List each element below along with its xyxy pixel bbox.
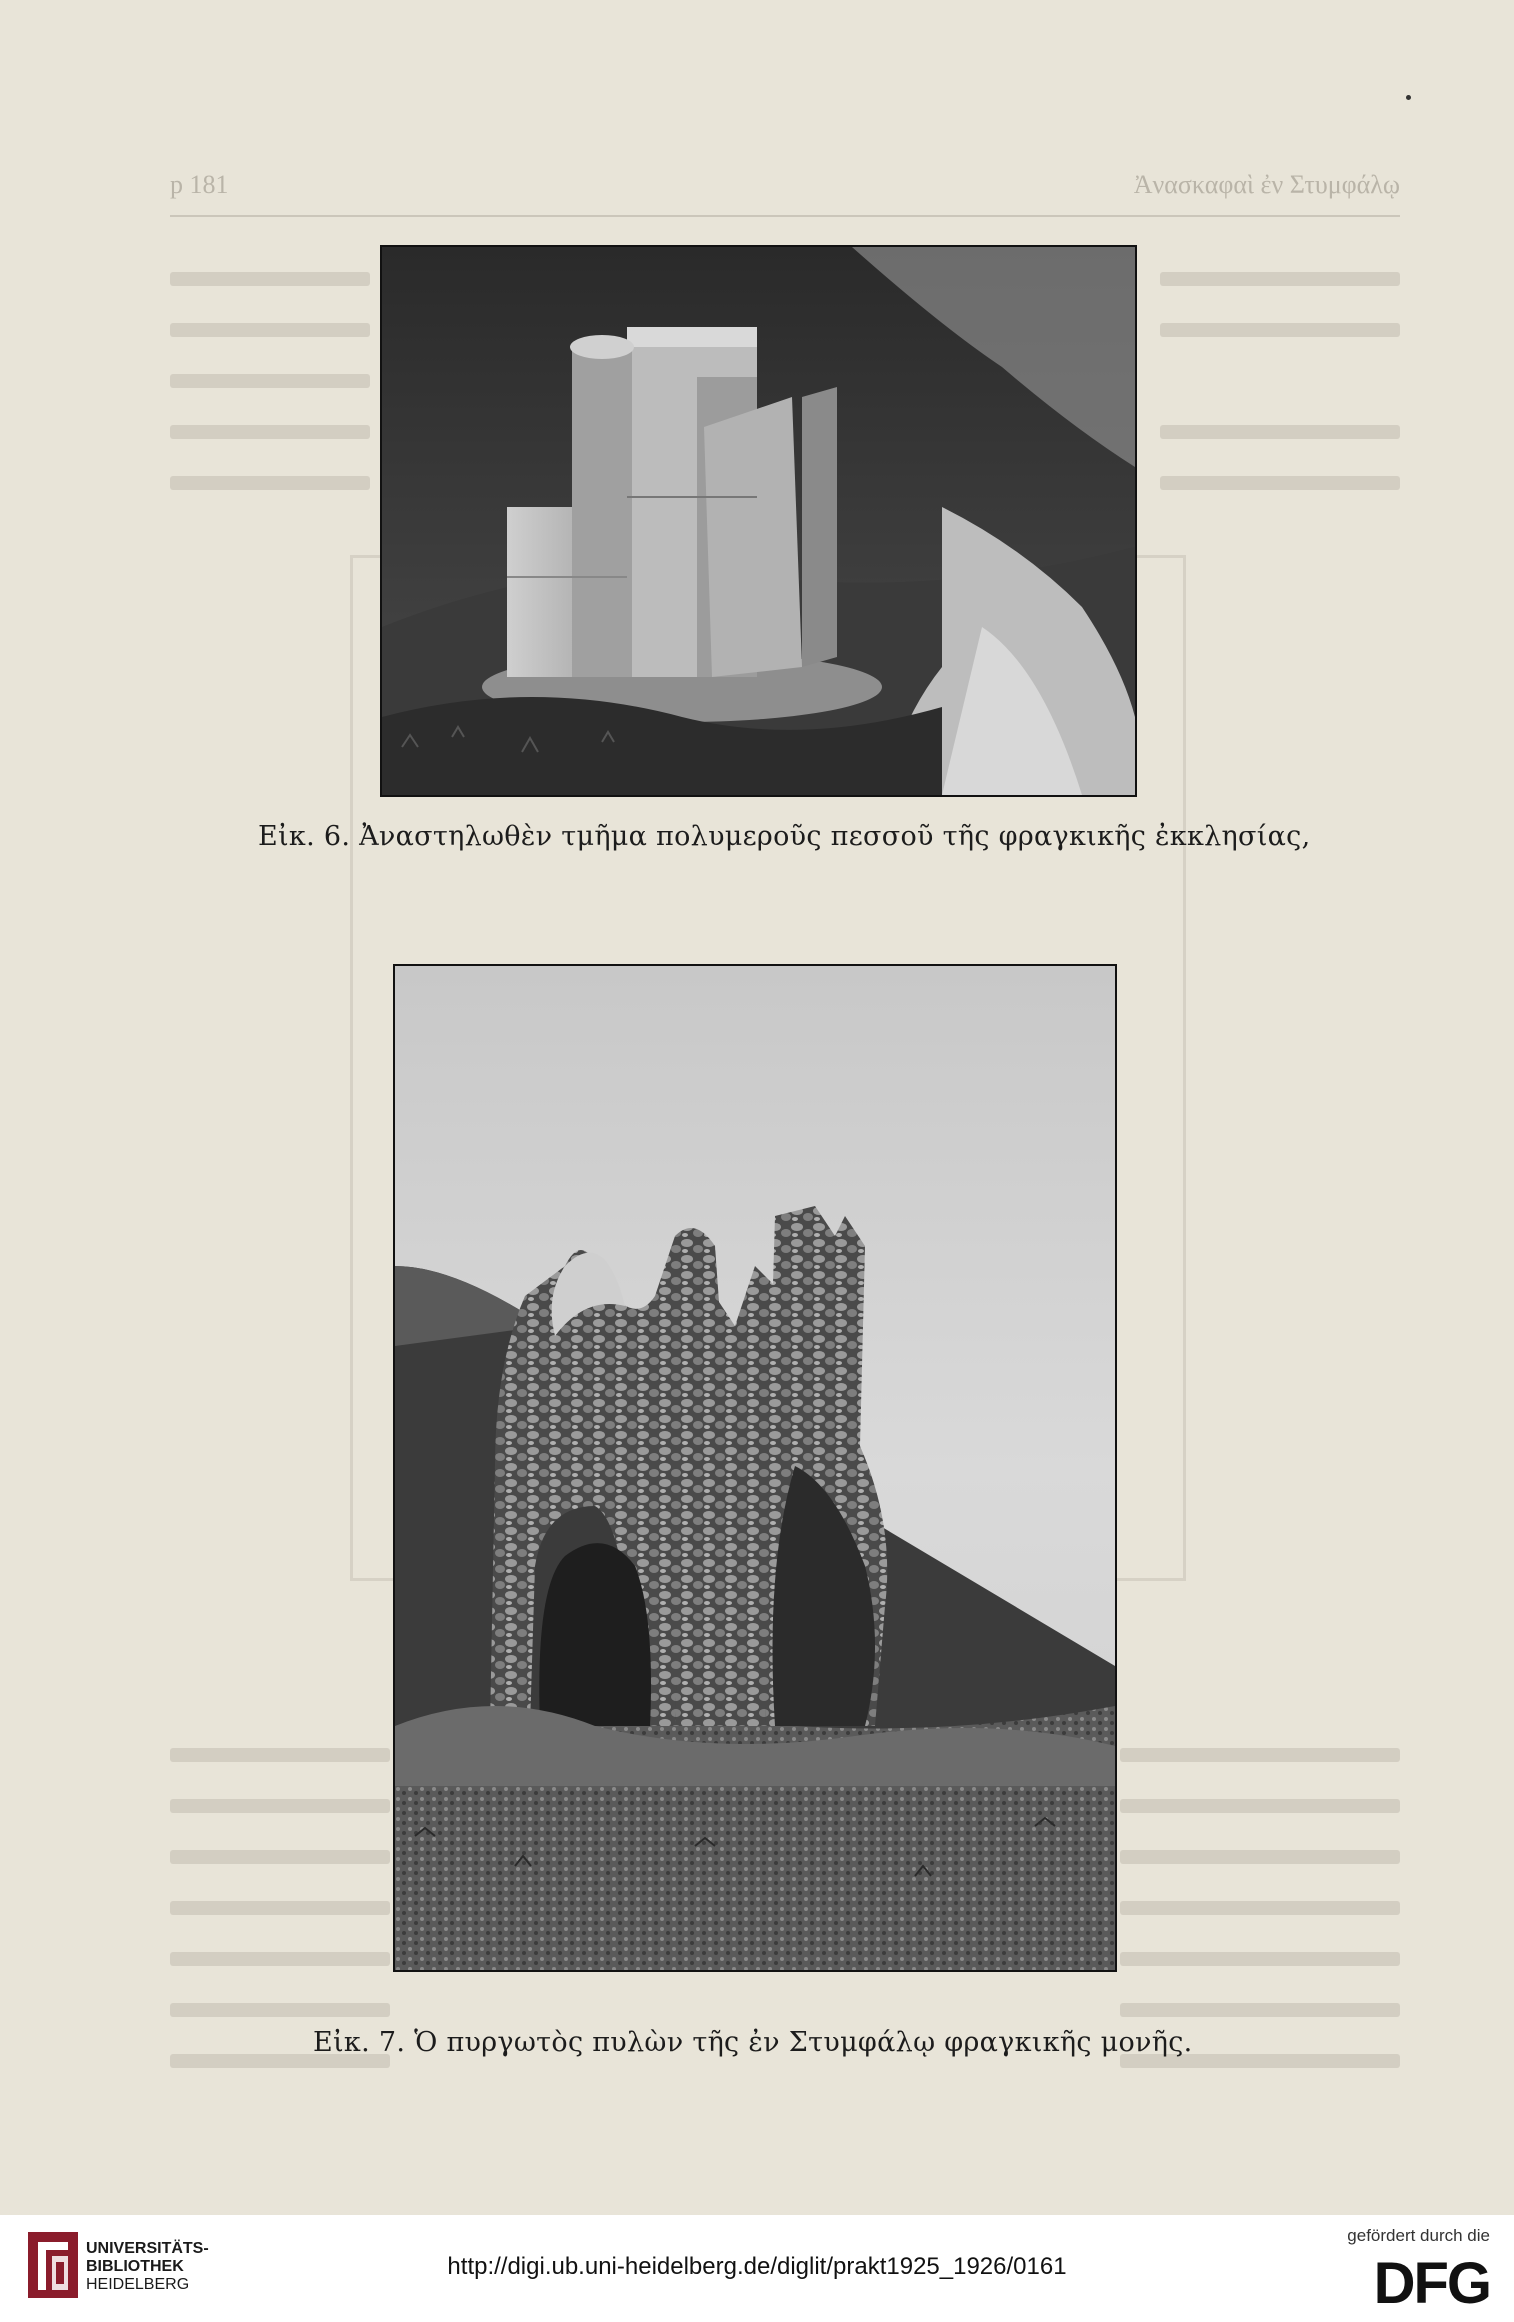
bleed-through-line: [170, 1799, 390, 1813]
bleed-through-line: [170, 374, 370, 388]
library-name-line-1: UNIVERSITÄTS-: [86, 2240, 209, 2257]
figure-6-caption: Εἰκ. 6. Ἀναστηλωθὲν τμῆμα πολυμεροῦς πεσσοῦ τῆς φραγκικῆς ἐκκλησίας,: [258, 821, 1311, 852]
bleed-through-line: [1120, 1850, 1400, 1864]
bleed-through-rule: [170, 215, 1400, 217]
bleed-through-line: [170, 323, 370, 337]
funded-by-label: gefördert durch die: [1347, 2226, 1490, 2245]
bleed-through-line: [1120, 1952, 1400, 1966]
bleed-through-line: [1160, 272, 1400, 286]
bleed-through-line: [1120, 1799, 1400, 1813]
bleed-through-line: [1160, 476, 1400, 490]
bleed-through-line: [170, 1850, 390, 1864]
bleed-through-line: [170, 425, 370, 439]
pier-ruin-illustration: [382, 247, 1135, 795]
bleed-through-line: [170, 1748, 390, 1762]
bleed-through-line: [170, 1952, 390, 1966]
bleed-through-line: [170, 476, 370, 490]
figure-7-photo: [393, 964, 1117, 1972]
bleed-through-running-title: Ἀνασκαφαὶ ἐν Στυμφάλῳ: [1133, 170, 1400, 199]
library-name-line-3: HEIDELBERG: [86, 2276, 190, 2293]
figure-6-photo: [380, 245, 1137, 797]
bleed-through-line: [1120, 1901, 1400, 1915]
permalink-url[interactable]: http://digi.ub.uni-heidelberg.de/diglit/prakt1925_1926/0161: [447, 2253, 1067, 2280]
bleed-through-page-number: p 181: [170, 170, 229, 199]
bleed-through-header: [170, 170, 1400, 200]
dfg-logo: DFG: [1373, 2251, 1490, 2316]
figure-7-caption: Εἰκ. 7. Ὁ πυργωτὸς πυλὼν τῆς ἐν Στυμφάλῳ φραγκικῆς μονῆς.: [313, 2027, 1193, 2058]
bleed-through-line: [170, 2003, 390, 2017]
bleed-through-line: [1160, 425, 1400, 439]
library-name-line-2: BIBLIOTHEK: [86, 2258, 184, 2275]
bleed-through-line: [170, 272, 370, 286]
bleed-through-line: [1120, 1748, 1400, 1762]
speck: [1406, 95, 1411, 100]
bleed-through-line: [1160, 323, 1400, 337]
tower-gate-illustration: [395, 966, 1115, 1970]
bleed-through-line: [170, 1901, 390, 1915]
bleed-through-line: [1120, 2003, 1400, 2017]
